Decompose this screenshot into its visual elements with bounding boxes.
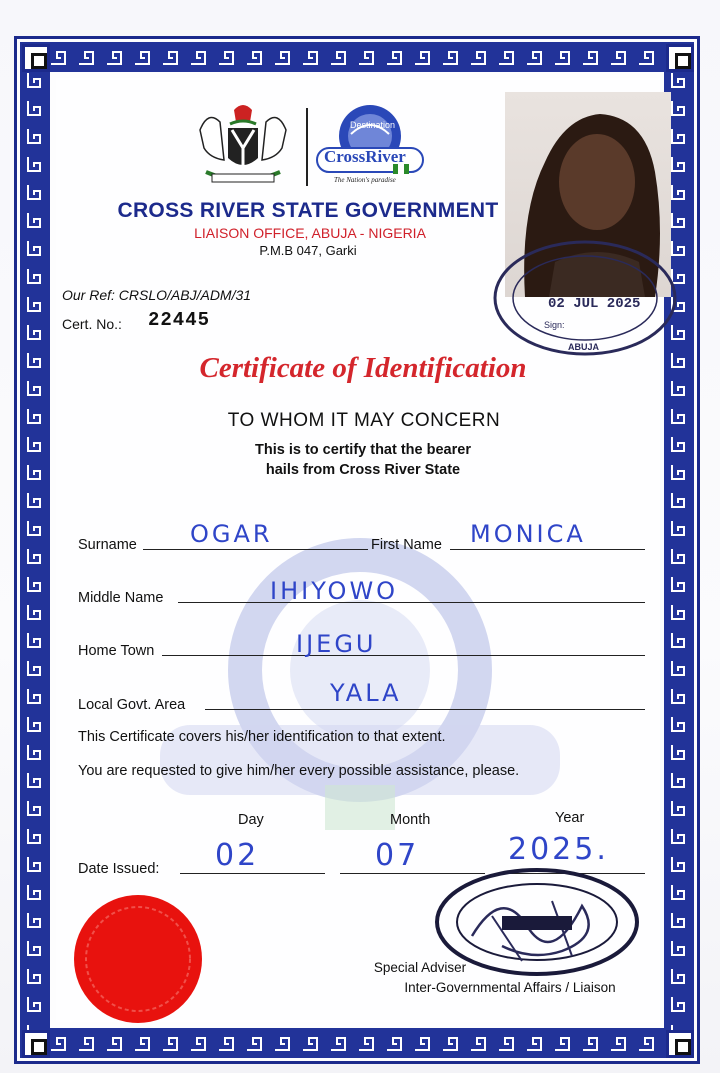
year-value: 2025.: [508, 832, 609, 867]
red-seal-icon: [72, 893, 204, 1025]
greek-key-border-top: [20, 42, 694, 72]
statement-assistance: You are requested to give him/her every possible assistance, please.: [78, 763, 520, 779]
day-line: [180, 873, 325, 874]
corner-ornament-top-left: [22, 44, 50, 72]
day-value: 02: [215, 838, 260, 873]
certificate-title: Certificate of Identification: [199, 352, 527, 384]
first-name-line: [450, 549, 645, 550]
corner-ornament-bottom-left: [22, 1030, 50, 1058]
lga-line: [205, 709, 645, 710]
logo-divider: [306, 108, 308, 186]
first-name-label: First Name: [371, 537, 442, 553]
year-label: Year: [555, 810, 585, 826]
office-subtitle: LIAISON OFFICE, ABUJA - NIGERIA: [194, 225, 426, 241]
government-title: CROSS RIVER STATE GOVERNMENT: [117, 199, 499, 222]
certify-line-1: This is to certify that the bearer: [255, 442, 471, 458]
logo-tagline-text: The Nation's paradise: [334, 176, 396, 184]
postal-address: P.M.B 047, Garki: [259, 243, 357, 258]
cert-number-label: Cert. No.:: [62, 316, 122, 332]
corner-ornament-bottom-right: [666, 1030, 694, 1058]
svg-text:02 JUL 2025: 02 JUL 2025: [548, 296, 641, 312]
corner-ornament-top-right: [666, 44, 694, 72]
svg-text:Sign:: Sign:: [544, 320, 565, 330]
day-label: Day: [238, 812, 264, 828]
our-reference: Our Ref: CRSLO/ABJ/ADM/31: [62, 287, 252, 303]
logo-brand-text: CrossRiver: [324, 147, 406, 166]
home-town-label: Home Town: [78, 643, 155, 659]
greek-key-border-bottom: [20, 1028, 694, 1058]
greek-key-border-left: [20, 42, 50, 1058]
logos: [190, 100, 430, 195]
date-issued-label: Date Issued:: [78, 861, 160, 877]
certify-line-2: hails from Cross River State: [265, 462, 461, 478]
month-label: Month: [390, 812, 431, 828]
month-value: 07: [375, 838, 420, 873]
svg-text:ABUJA: ABUJA: [568, 342, 600, 352]
first-name-value: MONICA: [470, 520, 586, 548]
surname-label: Surname: [78, 537, 137, 553]
salutation: TO WHOM IT MAY CONCERN: [227, 410, 501, 431]
nigeria-coat-of-arms-icon: [200, 105, 286, 182]
lga-value: YALA: [330, 679, 402, 707]
surname-value: OGAR: [190, 520, 273, 548]
home-town-line: [162, 655, 645, 656]
middle-name-label: Middle Name: [78, 590, 164, 606]
middle-name-value: IHIYOWO: [270, 577, 399, 605]
home-town-value: IJEGU: [296, 630, 377, 658]
signatory-office: Inter-Governmental Affairs / Liaison: [404, 980, 616, 995]
logo-destination-text: Destination: [350, 120, 396, 130]
statement-identification: This Certificate covers his/her identification to that extent.: [78, 729, 446, 745]
signatory-role: Special Adviser: [373, 960, 467, 975]
middle-name-line: [178, 602, 645, 603]
lga-label: Local Govt. Area: [78, 697, 186, 713]
cert-number-value: 22445: [148, 309, 211, 331]
surname-line: [143, 549, 368, 550]
